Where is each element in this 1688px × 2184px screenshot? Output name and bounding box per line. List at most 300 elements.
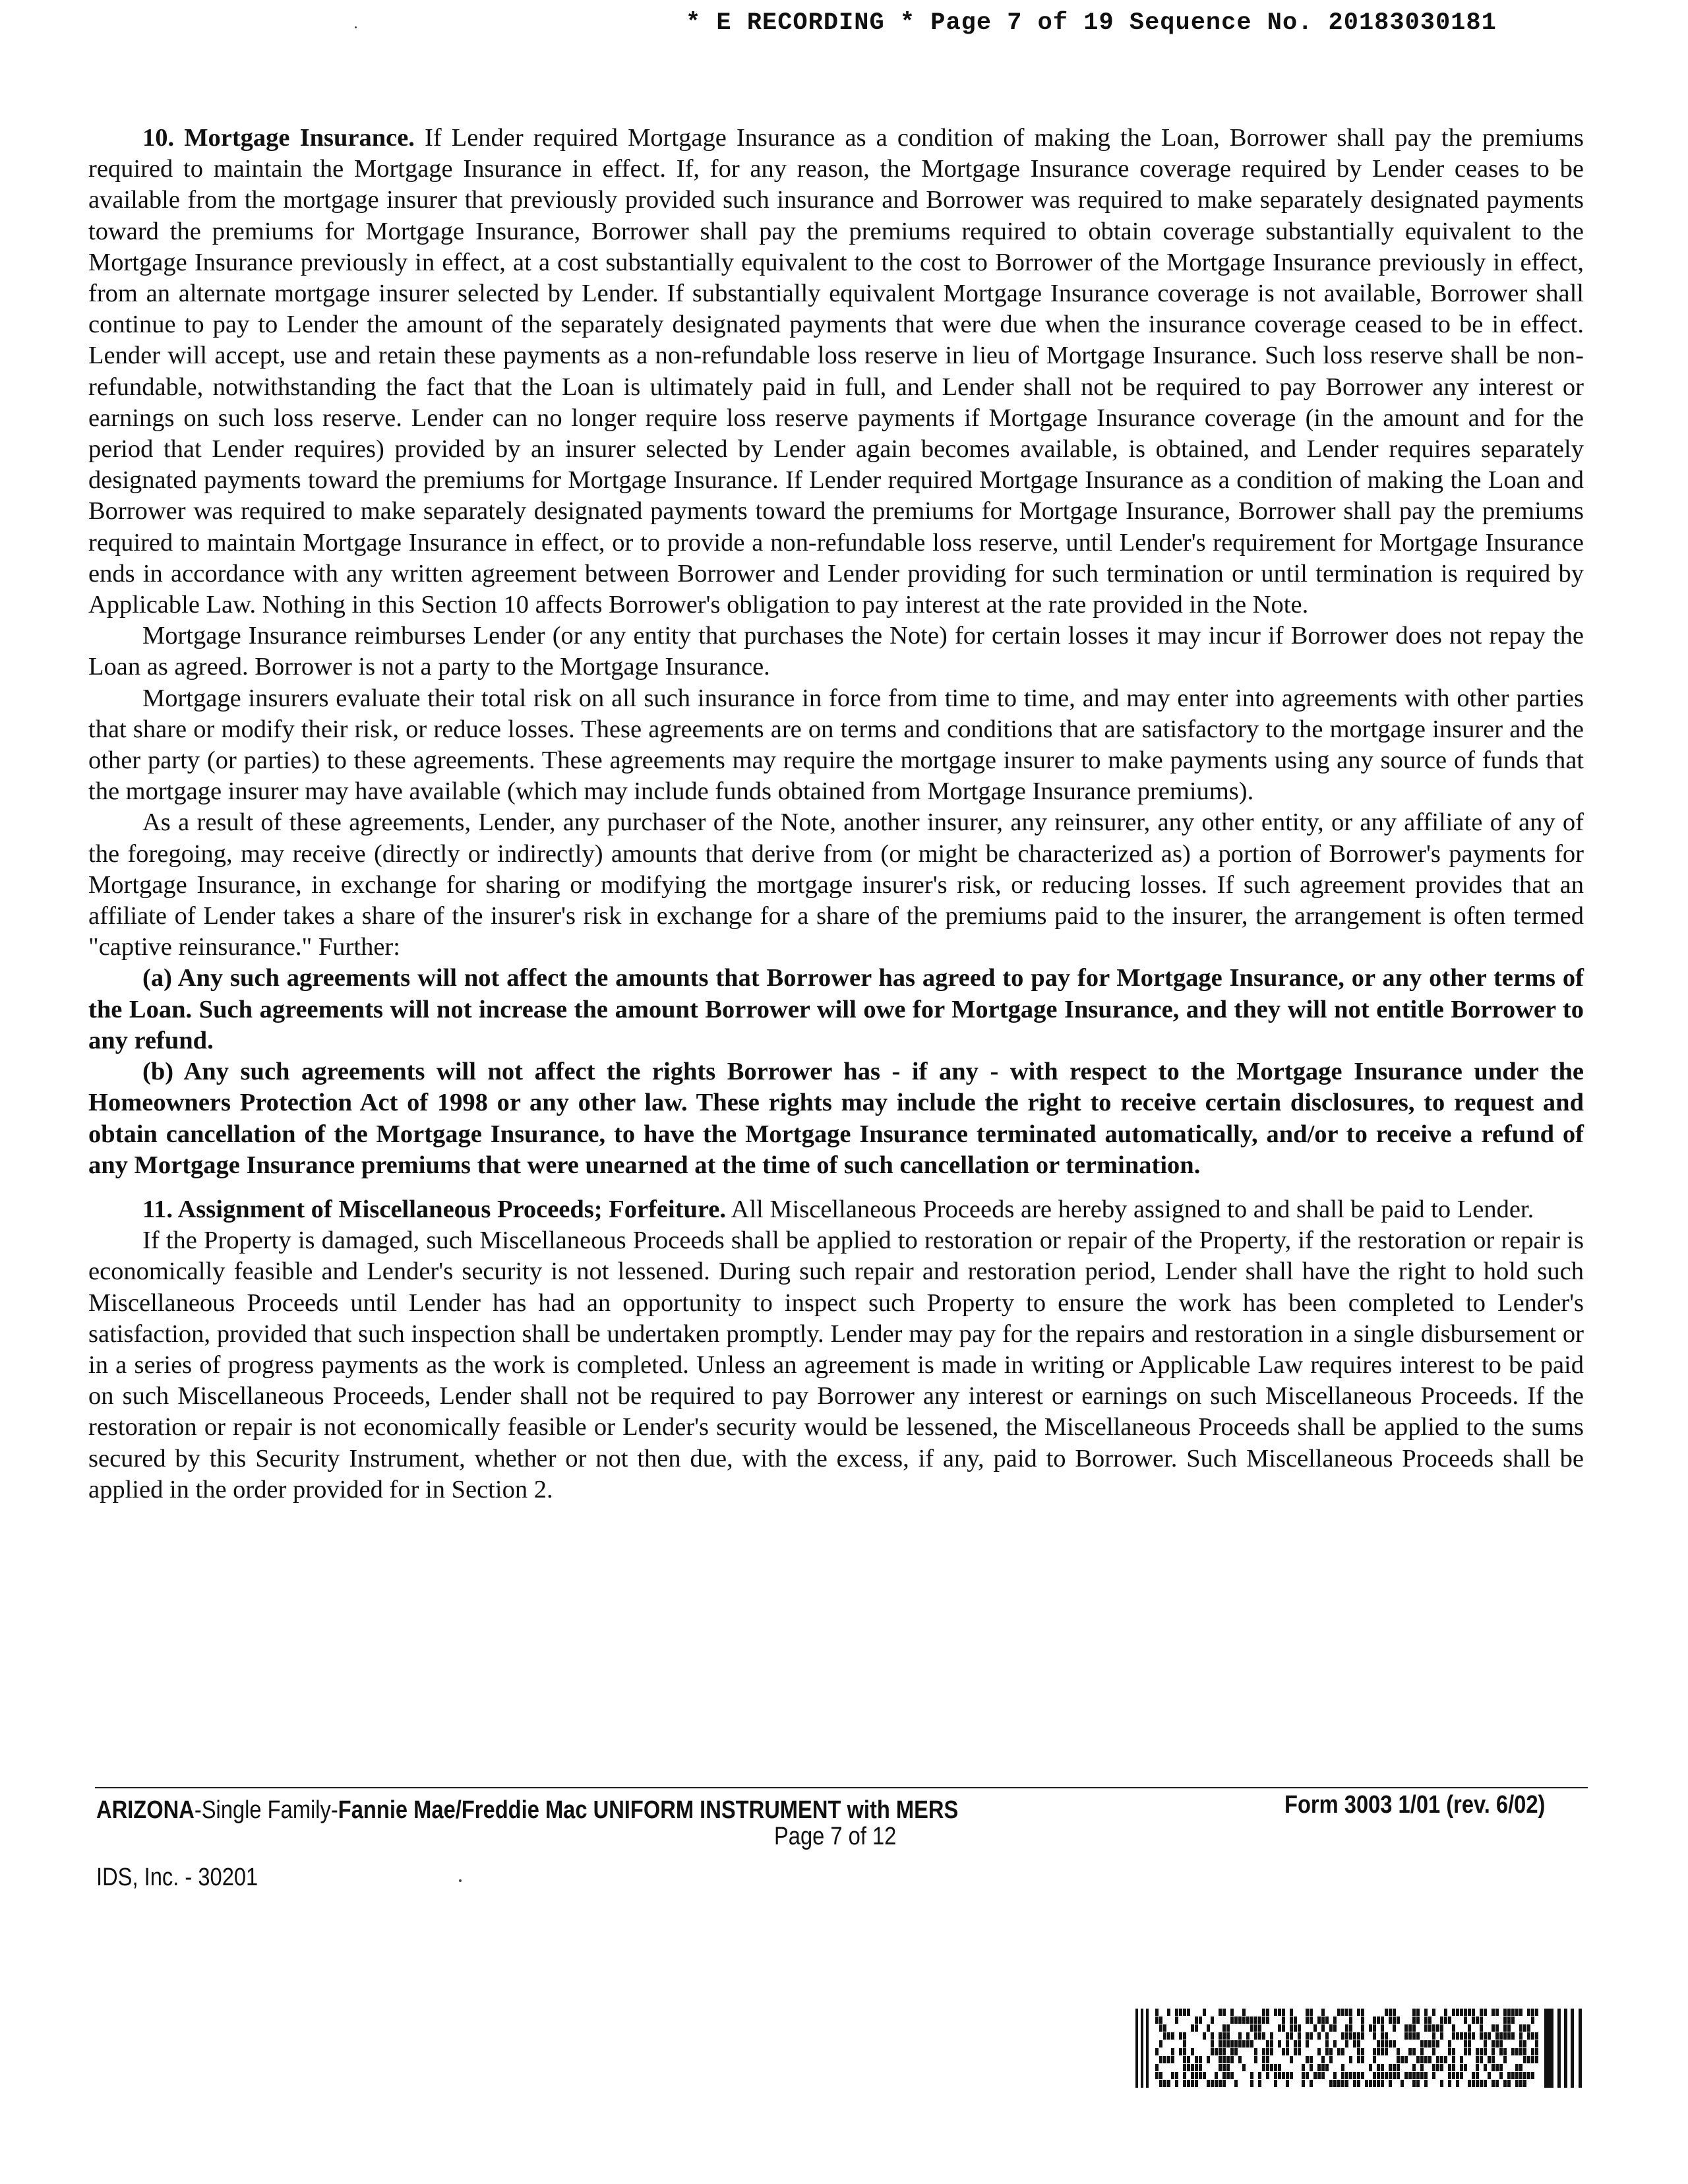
- barcode-module: [1226, 2064, 1230, 2071]
- barcode-module: [1337, 2080, 1341, 2087]
- barcode-module: [1468, 2048, 1471, 2055]
- barcode-module: [1357, 2048, 1360, 2055]
- barcode-module: [1195, 2072, 1198, 2079]
- barcode-module: [1519, 2009, 1522, 2016]
- barcode-module: [1452, 2072, 1455, 2079]
- barcode-module: [1195, 2024, 1198, 2032]
- footer-instrument-title: Fannie Mae/Freddie Mac UNIFORM INSTRUMENT with MERS: [338, 1796, 959, 1824]
- barcode-module: [1286, 2072, 1289, 2079]
- footer-separator: -Single Family-: [194, 1796, 338, 1824]
- barcode-module: [1345, 2072, 1348, 2079]
- section-10-heading: 10. Mortgage Insurance.: [142, 124, 415, 152]
- document-body: [88, 123, 1584, 1505]
- barcode-module: [1476, 2017, 1479, 2024]
- barcode-module: [1230, 2009, 1234, 2016]
- barcode-module: [1306, 2032, 1309, 2040]
- barcode-module: [1183, 2072, 1186, 2079]
- barcode-module: [1456, 2080, 1459, 2087]
- barcode-module: [1519, 2032, 1522, 2040]
- barcode-module: [1472, 2009, 1475, 2016]
- barcode-module: [1492, 2080, 1495, 2087]
- barcode-module: [1492, 2024, 1495, 2032]
- barcode-module: [1436, 2024, 1439, 2032]
- barcode-module: [1452, 2048, 1455, 2055]
- barcode-module: [1416, 2072, 1420, 2079]
- section-10-clause-a: (a) Any such agreements will not affect the amounts that Borrower has agreed to pay for Mortgage Insurance, or any other terms of the Loan. Such agreements will not increase the amount Borrower will owe for Mortgage Insurance, and they will not entitle Borrower to any refund.: [88, 964, 1584, 1054]
- barcode-module: [1440, 2017, 1443, 2024]
- barcode-module: [1238, 2040, 1242, 2048]
- barcode-module: [1357, 2009, 1360, 2016]
- barcode-module: [1163, 2024, 1166, 2032]
- barcode-module: [1226, 2032, 1230, 2040]
- barcode-module: [1385, 2040, 1388, 2048]
- barcode-module: [1357, 2040, 1360, 2048]
- barcode-module: [1416, 2056, 1420, 2063]
- barcode-module: [1345, 2080, 1348, 2087]
- barcode-module: [1424, 2056, 1428, 2063]
- barcode-module: [1155, 2009, 1159, 2016]
- section-11-paragraph-1: [88, 1194, 1584, 1225]
- barcode-module: [1262, 2009, 1265, 2016]
- barcode-module: [1191, 2072, 1194, 2079]
- barcode-module: [1361, 2072, 1364, 2079]
- section-10-paragraph-1: [88, 123, 1584, 621]
- barcode-module: [1495, 2064, 1499, 2071]
- barcode-module: [1361, 2056, 1364, 2063]
- footer-divider: [95, 1787, 1588, 1788]
- barcode-module: [1187, 2080, 1190, 2087]
- barcode-module: [1341, 2072, 1344, 2079]
- barcode-module: [1503, 2032, 1507, 2040]
- barcode-module: [1155, 2064, 1159, 2071]
- barcode-module: [1531, 2056, 1534, 2063]
- barcode-module: [1215, 2048, 1218, 2055]
- barcode-module: [1325, 2032, 1329, 2040]
- barcode-module: [1191, 2080, 1194, 2087]
- barcode-module: [1270, 2032, 1273, 2040]
- barcode-module: [1519, 2064, 1522, 2071]
- barcode-module: [1187, 2009, 1190, 2016]
- barcode-module: [1230, 2056, 1234, 2063]
- barcode-module: [1507, 2032, 1511, 2040]
- barcode-module: [1416, 2009, 1420, 2016]
- barcode-module: [1357, 2056, 1360, 2063]
- barcode-module: [1492, 2064, 1495, 2071]
- barcode-module: [1440, 2024, 1443, 2032]
- barcode-module: [1222, 2040, 1226, 2048]
- barcode-module: [1321, 2017, 1325, 2024]
- barcode-module: [1488, 2056, 1491, 2063]
- barcode-module: [1219, 2040, 1222, 2048]
- barcode-module: [1412, 2009, 1416, 2016]
- barcode-module: [1531, 2009, 1534, 2016]
- barcode-module: [1385, 2032, 1388, 2040]
- barcode-module: [1428, 2056, 1432, 2063]
- barcode-module: [1353, 2080, 1356, 2087]
- barcode-module: [1222, 2064, 1226, 2071]
- barcode-module: [1420, 2040, 1424, 2048]
- barcode-module: [1242, 2064, 1246, 2071]
- barcode-module: [1361, 2048, 1364, 2055]
- barcode-module: [1183, 2064, 1186, 2071]
- barcode-module: [1310, 2064, 1313, 2071]
- barcode-module: [1480, 2017, 1483, 2024]
- barcode-module: [1488, 2072, 1491, 2079]
- barcode-module: [1412, 2017, 1416, 2024]
- barcode-module: [1448, 2048, 1451, 2055]
- barcode-module: [1195, 2080, 1198, 2087]
- barcode-module: [1290, 2072, 1293, 2079]
- barcode-module: [1294, 2017, 1297, 2024]
- barcode-module: [1298, 2040, 1301, 2048]
- barcode-module: [1266, 2072, 1269, 2079]
- barcode-module: [1424, 2017, 1428, 2024]
- barcode-module: [1456, 2009, 1459, 2016]
- barcode-module: [1325, 2040, 1329, 2048]
- barcode-module: [1511, 2072, 1515, 2079]
- barcode-module: [1515, 2048, 1519, 2055]
- barcode-module: [1341, 2080, 1344, 2087]
- barcode-module: [1329, 2048, 1333, 2055]
- barcode-module: [1302, 2080, 1305, 2087]
- barcode-module: [1238, 2032, 1242, 2040]
- barcode-module: [1258, 2072, 1261, 2079]
- barcode-module: [1404, 2056, 1408, 2063]
- barcode-module: [1207, 2080, 1210, 2087]
- scan-speck: [459, 1879, 462, 1882]
- barcode-module: [1428, 2017, 1432, 2024]
- barcode-module: [1480, 2024, 1483, 2032]
- barcode-module: [1527, 2072, 1530, 2079]
- barcode-module: [1230, 2048, 1234, 2055]
- section-11-heading: 11. Assignment of Miscellaneous Proceeds; Forfeiture.: [142, 1195, 727, 1223]
- barcode-module: [1175, 2017, 1178, 2024]
- barcode-module: [1195, 2064, 1198, 2071]
- barcode-module: [1211, 2080, 1214, 2087]
- barcode-module: [1270, 2048, 1273, 2055]
- barcode-module: [1171, 2048, 1174, 2055]
- barcode-module: [1219, 2056, 1222, 2063]
- barcode-module: [1222, 2048, 1226, 2055]
- barcode-module: [1246, 2032, 1250, 2040]
- barcode-module: [1250, 2072, 1253, 2079]
- barcode-module: [1511, 2048, 1515, 2055]
- barcode-module: [1183, 2040, 1186, 2048]
- barcode-module: [1254, 2048, 1257, 2055]
- barcode-module: [1448, 2017, 1451, 2024]
- section-10-text: If Lender required Mortgage Insurance as a condition of making the Loan, Borrower shall pay the premiums required to maintain the Mortgage Insurance in effect. If, for any reason, the Mortgage Insurance coverage required by Lender ceases to be available from the mortgage insurer that previously provided such insurance and Borrower was required to make separately designated payments toward the premiums for Mortgage Insurance, Borrower shall pay the premiums required to obtain coverage substantially equivalent to the Mortgage Insurance previously in effect, at a cost substantially equivalent to the cost to Borrower of the Mortgage Insurance previously in effect, from an alternate mortgage insurer selected by Lender. If substantially equivalent Mortgage Insurance coverage is not available, Borrower shall continue to pay to Lender the amount of the separately designated payments that were due when the insurance coverage ceased to be in effect. Lender will accept, use and retain these payments as a non-refundable loss reserve in lieu of Mortgage Insurance. Such loss reserve shall be non-refundable, notwithstanding the fact that the Loan is ultimately paid in full, and Lender shall not be required to pay Borrower any interest or earnings on such loss reserve. Lender can no longer require loss reserve payments if Mortgage Insurance coverage (in the amount and for the period that Lender requires) provided by an insurer selected by Lender again becomes available, is obtained, and Lender requires separately designated payments toward the premiums for Mortgage Insurance. If Lender required Mortgage Insurance as a condition of making the Loan and Borrower was required to make separately designated payments toward the premiums for Mortgage Insurance, Borrower shall pay the premiums required to maintain Mortgage Insurance in effect, or to provide a non-refundable loss reserve, until Lender's requirement for Mortgage Insurance ends in accordance with any written agreement between Borrower and Lender providing for such termination or until termination is required by Applicable Law. Nothing in this Section 10 affects Borrower's obligation to pay interest at the rate provided in the Note.: [88, 124, 1584, 619]
- barcode-module: [1199, 2072, 1202, 2079]
- barcode-module: [1321, 2009, 1325, 2016]
- barcode-module: [1159, 2024, 1162, 2032]
- barcode-module: [1329, 2056, 1333, 2063]
- barcode-module: [1385, 2048, 1388, 2055]
- barcode-module: [1333, 2024, 1337, 2032]
- barcode-module: [1571, 2009, 1574, 2088]
- barcode-module: [1495, 2080, 1499, 2087]
- barcode-module: [1274, 2064, 1277, 2071]
- barcode-module: [1361, 2024, 1364, 2032]
- barcode-module: [1250, 2017, 1253, 2024]
- section-10-clause-b: (b) Any such agreements will not affect the rights Borrower has - if any - with respect to the Mortgage Insurance under the Homeowners Protection Act of 1998 or any other law. These rights may include the right to receive certain disclosures, to request and obtain cancellation of the Mortgage Insurance, to have the Mortgage Insurance terminated automatically, and/or to receive a refund of any Mortgage Insurance premiums that were unearned at the time of such cancellation or termination.: [88, 1058, 1584, 1179]
- barcode-module: [1234, 2040, 1238, 2048]
- barcode-module: [1389, 2040, 1392, 2048]
- barcode-module: [1361, 2032, 1364, 2040]
- barcode-module: [1523, 2048, 1526, 2055]
- barcode-module: [1519, 2080, 1522, 2087]
- barcode-module: [1317, 2017, 1321, 2024]
- barcode-module: [1306, 2072, 1309, 2079]
- barcode-module: [1488, 2032, 1491, 2040]
- barcode-module: [1492, 2048, 1495, 2055]
- barcode-module: [1286, 2032, 1289, 2040]
- barcode-module: [1428, 2024, 1432, 2032]
- barcode-module: [1290, 2017, 1293, 2024]
- barcode-module: [1544, 2009, 1553, 2088]
- barcode-module: [1262, 2032, 1265, 2040]
- barcode-module: [1527, 2056, 1530, 2063]
- barcode-module: [1226, 2024, 1230, 2032]
- barcode-module: [1381, 2048, 1384, 2055]
- barcode-module: [1381, 2024, 1384, 2032]
- barcode-module: [1325, 2017, 1329, 2024]
- barcode-module: [1207, 2024, 1210, 2032]
- barcode-module: [1317, 2072, 1321, 2079]
- barcode-module: [1215, 2072, 1218, 2079]
- barcode-module: [1408, 2072, 1412, 2079]
- barcode-module: [1428, 2040, 1432, 2048]
- barcode-module: [1254, 2032, 1257, 2040]
- barcode-module: [1444, 2017, 1447, 2024]
- barcode-module: [1507, 2009, 1511, 2016]
- barcode-module: [1250, 2024, 1253, 2032]
- barcode-module: [1262, 2048, 1265, 2055]
- barcode-module: [1424, 2040, 1428, 2048]
- barcode-module: [1345, 2009, 1348, 2016]
- barcode-module: [1258, 2032, 1261, 2040]
- barcode-module: [1397, 2072, 1400, 2079]
- barcode-module: [1211, 2032, 1214, 2040]
- barcode-module: [1377, 2040, 1380, 2048]
- barcode-module: [1262, 2017, 1265, 2024]
- barcode-module: [1179, 2032, 1182, 2040]
- barcode-module: [1452, 2024, 1455, 2032]
- barcode-module: [1234, 2017, 1238, 2024]
- barcode-module: [1460, 2072, 1463, 2079]
- barcode-module: [1472, 2080, 1475, 2087]
- barcode-module: [1337, 2048, 1341, 2055]
- footer-page-number: Page 7 of 12: [774, 1823, 897, 1850]
- barcode-module: [1472, 2032, 1475, 2040]
- barcode-module: [1211, 2017, 1214, 2024]
- barcode-module: [1187, 2056, 1190, 2063]
- barcode-module: [1401, 2080, 1404, 2087]
- barcode-module: [1503, 2017, 1507, 2024]
- barcode-module: [1199, 2064, 1202, 2071]
- barcode-module: [1179, 2009, 1182, 2016]
- barcode-module: [1440, 2080, 1443, 2087]
- barcode-module: [1187, 2064, 1190, 2071]
- barcode-module: [1333, 2080, 1337, 2087]
- barcode-module: [1436, 2056, 1439, 2063]
- barcode-module: [1389, 2017, 1392, 2024]
- barcode-module: [1503, 2080, 1507, 2087]
- barcode-module: [1393, 2017, 1396, 2024]
- barcode-module: [1460, 2032, 1463, 2040]
- barcode-module: [1294, 2048, 1297, 2055]
- barcode-module: [1333, 2040, 1337, 2048]
- barcode-module: [1159, 2080, 1162, 2087]
- barcode-module: [1369, 2080, 1372, 2087]
- barcode-module: [1341, 2048, 1344, 2055]
- barcode-module: [1393, 2064, 1396, 2071]
- barcode-module: [1183, 2048, 1186, 2055]
- barcode-module: [1286, 2080, 1289, 2087]
- barcode-module: [1432, 2009, 1435, 2016]
- barcode-module: [1250, 2080, 1253, 2087]
- barcode-module: [1195, 2056, 1198, 2063]
- barcode-module: [1564, 2009, 1567, 2088]
- barcode-module: [1282, 2072, 1285, 2079]
- barcode-module: [1294, 2024, 1297, 2032]
- barcode-module: [1191, 2064, 1194, 2071]
- barcode-module: [1167, 2009, 1170, 2016]
- barcode-module: [1325, 2064, 1329, 2071]
- barcode-module: [1222, 2024, 1226, 2032]
- barcode-module: [1408, 2032, 1412, 2040]
- barcode-module: [1579, 2009, 1582, 2088]
- barcode-module: [1373, 2032, 1376, 2040]
- barcode-module: [1357, 2032, 1360, 2040]
- barcode-module: [1345, 2024, 1348, 2032]
- barcode-module: [1222, 2072, 1226, 2079]
- barcode-module: [1226, 2056, 1230, 2063]
- barcode-module: [1234, 2048, 1238, 2055]
- section-11-text: All Miscellaneous Proceeds are hereby assigned to and shall be paid to Lender.: [726, 1195, 1534, 1223]
- barcode-module: [1207, 2056, 1210, 2063]
- barcode-module: [1436, 2064, 1439, 2071]
- barcode-module: [1365, 2080, 1368, 2087]
- barcode-module: [1290, 2024, 1293, 2032]
- section-10-paragraph-3: Mortgage insurers evaluate their total risk on all such insurance in force from time to time, and may enter into agreements with other parties that share or modify their risk, or reduce losses. These agreements are on terms and conditions that are satisfactory to the mortgage insurer and the other party (or parties) to these agreements. These agreements may require the mortgage insurer to make payments using any source of funds that the mortgage insurer may have available (which may include funds obtained from Mortgage Insurance premiums).: [88, 684, 1584, 806]
- barcode-module: [1464, 2017, 1467, 2024]
- recording-header: * E RECORDING * Page 7 of 19 Sequence No. 20183030181: [686, 9, 1497, 37]
- section-11-paragraph-2: If the Property is damaged, such Miscellaneous Proceeds shall be applied to restoration or repair of the Property, if the restoration or repair is economically feasible and Lender's security is not lessened. During such repair and restoration period, Lender shall have the right to hold such Miscellaneous Proceeds until Lender has had an opportunity to inspect such Property to ensure the work has been completed to Lender's satisfaction, provided that such inspection shall be undertaken promptly. Lender may pay for the repairs and restoration in a single disbursement or in a series of progress payments as the work is completed. Unless an agreement is made in writing or Applicable Law requires interest to be paid on such Miscellaneous Proceeds, Lender shall not be required to pay Borrower any interest or earnings on such Miscellaneous Proceeds. If the restoration or repair is not economically feasible or Lender's security would be lessened, the Miscellaneous Proceeds shall be applied to the sums secured by this Security Instrument, whether or not then due, with the excess, if any, paid to Borrower. Such Miscellaneous Proceeds shall be applied in the order provided for in Section 2.: [88, 1227, 1584, 1503]
- barcode-module: [1484, 2048, 1487, 2055]
- barcode-module: [1211, 2048, 1214, 2055]
- barcode-module: [1416, 2080, 1420, 2087]
- barcode-module: [1408, 2048, 1412, 2055]
- barcode-module: [1416, 2032, 1420, 2040]
- barcode-module: [1452, 2056, 1455, 2063]
- footer-form-title: [96, 1796, 958, 1825]
- barcode-module: [1230, 2072, 1234, 2079]
- barcode-module: [1432, 2048, 1435, 2055]
- barcode-module: [1167, 2056, 1170, 2063]
- barcode-module: [1191, 2024, 1194, 2032]
- barcode-module: [1464, 2048, 1467, 2055]
- barcode-module: [1306, 2017, 1309, 2024]
- barcode-module: [1484, 2040, 1487, 2048]
- barcode-module: [1349, 2009, 1352, 2016]
- barcode-module: [1282, 2017, 1285, 2024]
- barcode-module: [1507, 2080, 1511, 2087]
- barcode-module: [1535, 2032, 1538, 2040]
- barcode-module: [1507, 2017, 1511, 2024]
- barcode-module: [1499, 2048, 1503, 2055]
- barcode-module: [1195, 2017, 1198, 2024]
- barcode-module: [1460, 2056, 1463, 2063]
- barcode-module: [1219, 2080, 1222, 2087]
- barcode-module: [1464, 2009, 1467, 2016]
- barcode-module: [1440, 2064, 1443, 2071]
- barcode-module: [1278, 2009, 1281, 2016]
- barcode-module: [1424, 2024, 1428, 2032]
- barcode-module: [1159, 2040, 1162, 2048]
- barcode-module: [1167, 2080, 1170, 2087]
- barcode-module: [1416, 2017, 1420, 2024]
- barcode-module: [1286, 2048, 1289, 2055]
- barcode-module: [1424, 2072, 1428, 2079]
- barcode-module: [1298, 2048, 1301, 2055]
- barcode-module: [1377, 2072, 1380, 2079]
- barcode-module: [1527, 2032, 1530, 2040]
- barcode-module: [1531, 2017, 1534, 2024]
- barcode-module: [1211, 2040, 1214, 2048]
- barcode-module: [1468, 2040, 1471, 2048]
- barcode-module: [1377, 2080, 1380, 2087]
- barcode-module: [1282, 2024, 1285, 2032]
- barcode-module: [1412, 2080, 1416, 2087]
- barcode-module: [1369, 2024, 1372, 2032]
- barcode-module: [1393, 2009, 1396, 2016]
- barcode-module: [1266, 2056, 1269, 2063]
- barcode-module: [1266, 2009, 1269, 2016]
- barcode-module: [1183, 2009, 1186, 2016]
- barcode-module: [1199, 2056, 1202, 2063]
- barcode-module: [1381, 2017, 1384, 2024]
- barcode-module: [1503, 2048, 1507, 2055]
- barcode-module: [1420, 2072, 1424, 2079]
- barcode-module: [1215, 2080, 1218, 2087]
- barcode-module: [1258, 2024, 1261, 2032]
- barcode-module: [1361, 2009, 1364, 2016]
- barcode-module: [1531, 2072, 1534, 2079]
- barcode-module: [1270, 2064, 1273, 2071]
- barcode-module: [1135, 2009, 1138, 2088]
- barcode-module: [1503, 2024, 1507, 2032]
- barcode-module: [1557, 2009, 1561, 2088]
- barcode-module: [1199, 2017, 1202, 2024]
- barcode-module: [1420, 2064, 1424, 2071]
- footer-state: ARIZONA: [96, 1796, 195, 1824]
- barcode-icon: [1135, 2009, 1584, 2088]
- barcode-module: [1163, 2056, 1166, 2063]
- barcode-module: [1222, 2009, 1226, 2016]
- barcode-module: [1480, 2080, 1483, 2087]
- barcode-module: [1401, 2056, 1404, 2063]
- barcode-module: [1484, 2064, 1487, 2071]
- barcode-module: [1258, 2017, 1261, 2024]
- barcode-module: [1492, 2009, 1495, 2016]
- barcode-module: [1420, 2056, 1424, 2063]
- barcode-module: [1246, 2040, 1250, 2048]
- barcode-module: [1282, 2048, 1285, 2055]
- barcode-module: [1440, 2056, 1443, 2063]
- barcode-module: [1219, 2009, 1222, 2016]
- barcode-module: [1329, 2080, 1333, 2087]
- barcode-module: [1468, 2024, 1471, 2032]
